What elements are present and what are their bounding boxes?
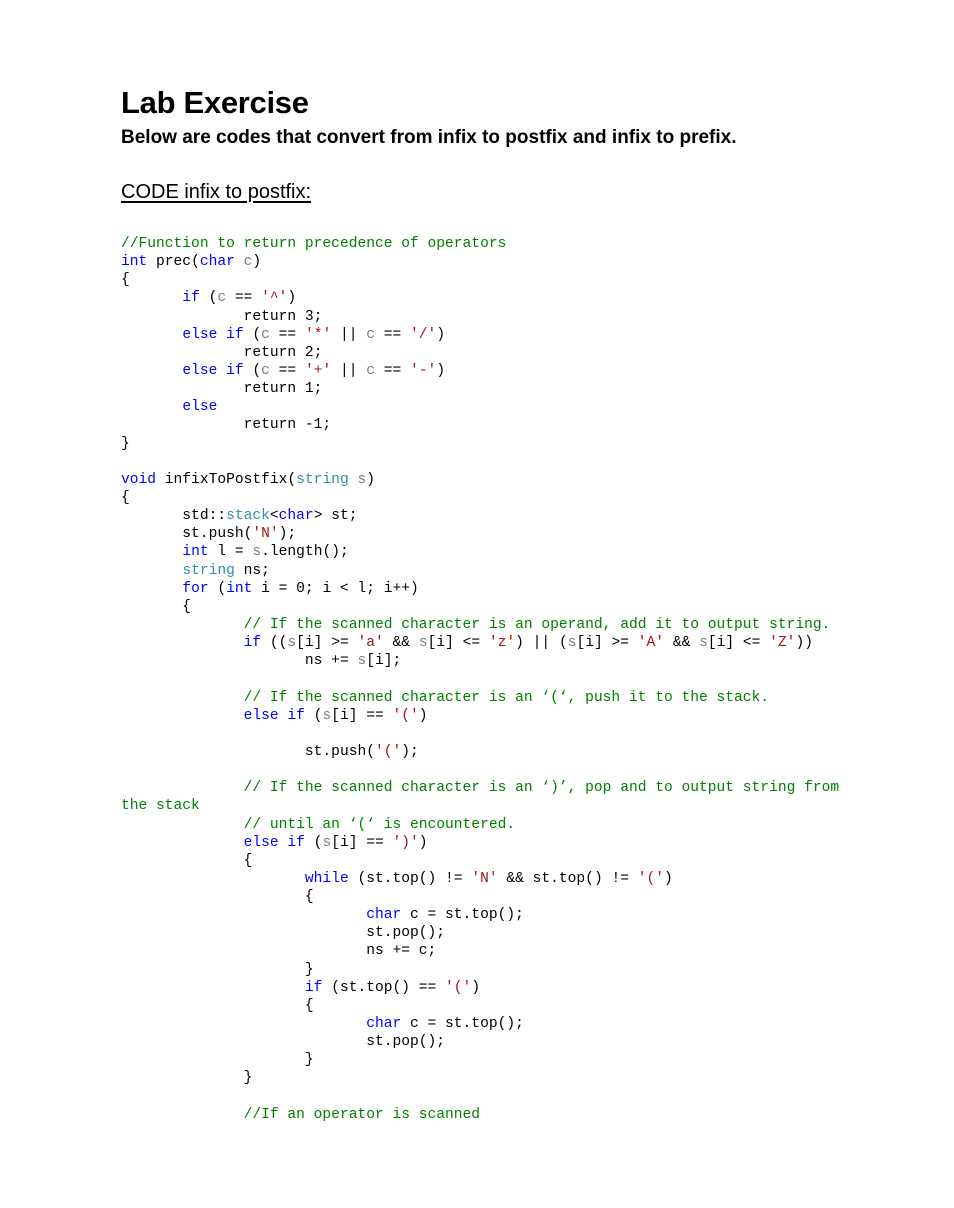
code-token: { [121,489,130,506]
code-line [121,543,839,561]
code-token: else [243,707,279,724]
code-line [121,707,839,725]
document-title: Lab Exercise [121,85,309,120]
code-token: ) [287,290,297,307]
code-line [121,471,839,489]
code-token: { [121,598,192,615]
code-line [121,689,839,707]
code-token: std:: [121,508,227,525]
code-token: else [182,326,218,343]
code-line [121,271,839,289]
code-token: { [121,272,130,289]
code-token: // until an ‘(‘ is encountered. [243,816,516,833]
code-token: ) [418,834,428,851]
code-token: st.push( [121,743,375,760]
code-token: char [366,1016,402,1033]
code-token: c = st.top(); [401,907,524,924]
code-token [121,399,182,415]
code-token: && [664,635,700,652]
document-subtitle: Below are codes that convert from infix to postfix and infix to prefix. [121,127,737,148]
code-token: ) [664,870,673,887]
code-token: } [121,961,314,978]
code-line [121,779,839,797]
code-line [121,362,839,380]
code-line [121,670,839,688]
code-token: 'N' [252,526,279,543]
code-token: i = 0; i < l; i++) [252,580,419,597]
code-token: { [121,852,253,869]
code-line [121,398,839,416]
code-token: < [269,508,279,525]
code-token: ) || ( [515,635,568,652]
code-token: [i] >= [576,635,638,652]
code-line [121,525,839,543]
code-token: '(' [637,870,665,887]
code-token: 'Z' [769,635,796,652]
code-line [121,598,839,616]
code-token: s [287,635,297,652]
code-token: '(' [445,979,472,996]
code-token [121,563,182,579]
code-token [121,581,182,597]
code-token: char [278,508,314,525]
code-token: else [243,834,279,851]
code-token: ( [243,362,262,379]
code-token: s [252,544,262,561]
code-token [121,290,182,306]
code-token [121,780,244,796]
code-token: c [366,362,376,379]
code-token: 'N' [471,870,498,887]
code-token: st.pop(); [121,925,446,942]
code-token: ns += [121,653,358,670]
code-token: //Function to return precedence of operators [121,236,507,252]
code-token: .length(); [261,544,349,561]
code-token [121,327,182,343]
code-token: 'A' [637,635,665,652]
code-token [121,617,244,633]
code-token: > st; [313,508,358,525]
code-line [121,979,839,997]
code-token: c [243,254,253,271]
code-token: infixToPostfix( [156,471,297,488]
code-token: c [261,362,270,379]
code-token: (( [261,635,288,652]
code-token: || [331,326,367,343]
code-line [121,489,839,507]
code-token: ) [366,471,375,488]
code-line [121,580,839,598]
code-token: s [418,635,428,652]
code-token: // If the scanned character is an ‘(‘, push it to the stack. [243,689,770,706]
code-token [121,363,182,379]
code-token: for [182,580,209,597]
code-line [121,870,839,888]
code-token [217,327,226,343]
code-token: stack [226,508,270,525]
code-token: ) [436,326,446,343]
document-page [121,84,921,205]
code-token [121,690,244,706]
code-token: return -1; [121,417,332,434]
code-token: s [699,635,708,652]
code-token: if [304,979,323,996]
code-token: ) [418,707,428,724]
code-line [121,453,839,471]
code-line [121,852,839,870]
code-line [121,634,839,652]
code-token: int [182,544,209,561]
code-token: ( [243,326,262,343]
code-line [121,326,839,344]
code-token: ( [304,707,323,724]
code-line [121,253,839,271]
code-token: if [182,290,200,307]
code-line [121,888,839,906]
code-token [121,871,305,887]
code-line [121,1088,839,1106]
code-token: string [182,562,235,579]
code-token: // If the scanned character is an operand, add it to output string. [243,616,831,633]
code-line [121,942,839,960]
code-token: '*' [304,326,332,343]
code-line [121,834,839,852]
code-token: (st.top() != [348,870,472,887]
code-token: [i] <= [427,635,489,652]
code-line [121,761,839,779]
code-token: if [226,362,244,379]
code-block [121,235,839,1124]
code-token: '^' [261,290,288,307]
code-token: void [121,471,157,488]
code-line [121,235,839,253]
code-token: [i] == [331,707,393,724]
code-token: st.pop(); [121,1034,446,1051]
code-token: c [217,290,227,307]
code-token: else [182,399,218,416]
code-line [121,797,839,815]
code-token: [i] >= [296,635,358,652]
code-token: // If the scanned character is an ‘)’, pop and to output string from [243,780,840,797]
code-token: ) [471,979,481,996]
code-line [121,289,839,307]
code-token: == [269,362,305,379]
code-token [217,363,226,379]
code-token: ); [278,526,297,543]
code-line [121,1033,839,1051]
code-token: [i]; [366,653,402,670]
code-token: ns; [234,562,270,579]
code-line [121,1051,839,1069]
code-token: == [375,362,411,379]
code-token [121,980,305,996]
code-token: if [243,635,262,652]
code-token: if [287,707,305,724]
code-token: { [121,889,314,906]
code-token [121,708,244,724]
code-token: return 1; [121,381,323,398]
code-line [121,616,839,634]
code-token: )) [795,635,813,652]
code-token: && [383,635,419,652]
code-token: char [366,907,402,924]
code-line [121,961,839,979]
code-token: s [357,653,367,670]
code-token [121,544,182,560]
code-token: ( [199,290,218,307]
code-token [121,1107,244,1123]
code-token: if [287,834,305,851]
code-token: return 3; [121,308,323,325]
code-token: 'a' [357,635,384,652]
code-token [121,635,244,651]
code-line [121,1106,839,1124]
code-line [121,906,839,924]
code-token: s [357,471,367,488]
code-token: s [322,834,332,851]
code-token: == [226,290,262,307]
code-line [121,308,839,326]
code-token: } [121,1070,253,1087]
code-token: ( [208,580,227,597]
code-token: 'z' [488,635,516,652]
code-token: (st.top() == [322,979,446,996]
code-token [121,835,244,851]
code-token: while [304,870,349,887]
code-token: ns += c; [121,943,437,960]
code-token: prec( [147,254,200,271]
code-line [121,507,839,525]
code-token: '/' [410,326,437,343]
code-token: [i] <= [707,635,770,652]
code-line [121,435,839,453]
code-line [121,652,839,670]
code-token [121,1016,366,1032]
code-token: == [375,326,411,343]
code-token: st.push( [121,526,253,543]
code-token: c [366,326,376,343]
code-token: || [331,362,367,379]
code-token: else [182,362,218,379]
code-line [121,1069,839,1087]
code-token: [i] == [331,834,393,851]
code-token: if [226,326,244,343]
code-line [121,416,839,434]
code-token [121,817,244,833]
code-token: s [322,707,332,724]
code-token: c [261,326,270,343]
code-line [121,743,839,761]
code-token: int [226,580,253,597]
code-token: '+' [304,362,332,379]
code-line [121,816,839,834]
code-token: && st.top() != [497,870,638,887]
code-line [121,725,839,743]
code-token: s [567,635,577,652]
code-token: '(' [392,707,419,724]
code-token: } [121,435,130,452]
code-token: } [121,1052,314,1069]
code-line [121,924,839,942]
code-token: '-' [410,362,437,379]
code-token: == [269,326,305,343]
code-token: ) [252,254,262,271]
code-token: ')' [392,834,419,851]
code-token: //If an operator is scanned [243,1106,481,1123]
code-token [235,254,244,270]
code-line [121,344,839,362]
code-token: ) [436,362,446,379]
code-token: ); [401,743,419,760]
code-token: string [296,471,349,488]
code-token: c = st.top(); [401,1016,524,1033]
code-token: return 2; [121,344,323,361]
code-line [121,997,839,1015]
code-line [121,1015,839,1033]
code-token: l = [208,544,253,561]
code-line [121,380,839,398]
code-line [121,562,839,580]
section-heading: CODE infix to postfix: [121,181,312,203]
code-token: { [121,997,314,1014]
code-token: int [121,254,148,271]
code-token: char [199,254,235,271]
code-token: the stack [121,798,200,815]
code-token: ( [304,834,323,851]
code-token [121,907,366,923]
code-token: '(' [374,743,402,760]
